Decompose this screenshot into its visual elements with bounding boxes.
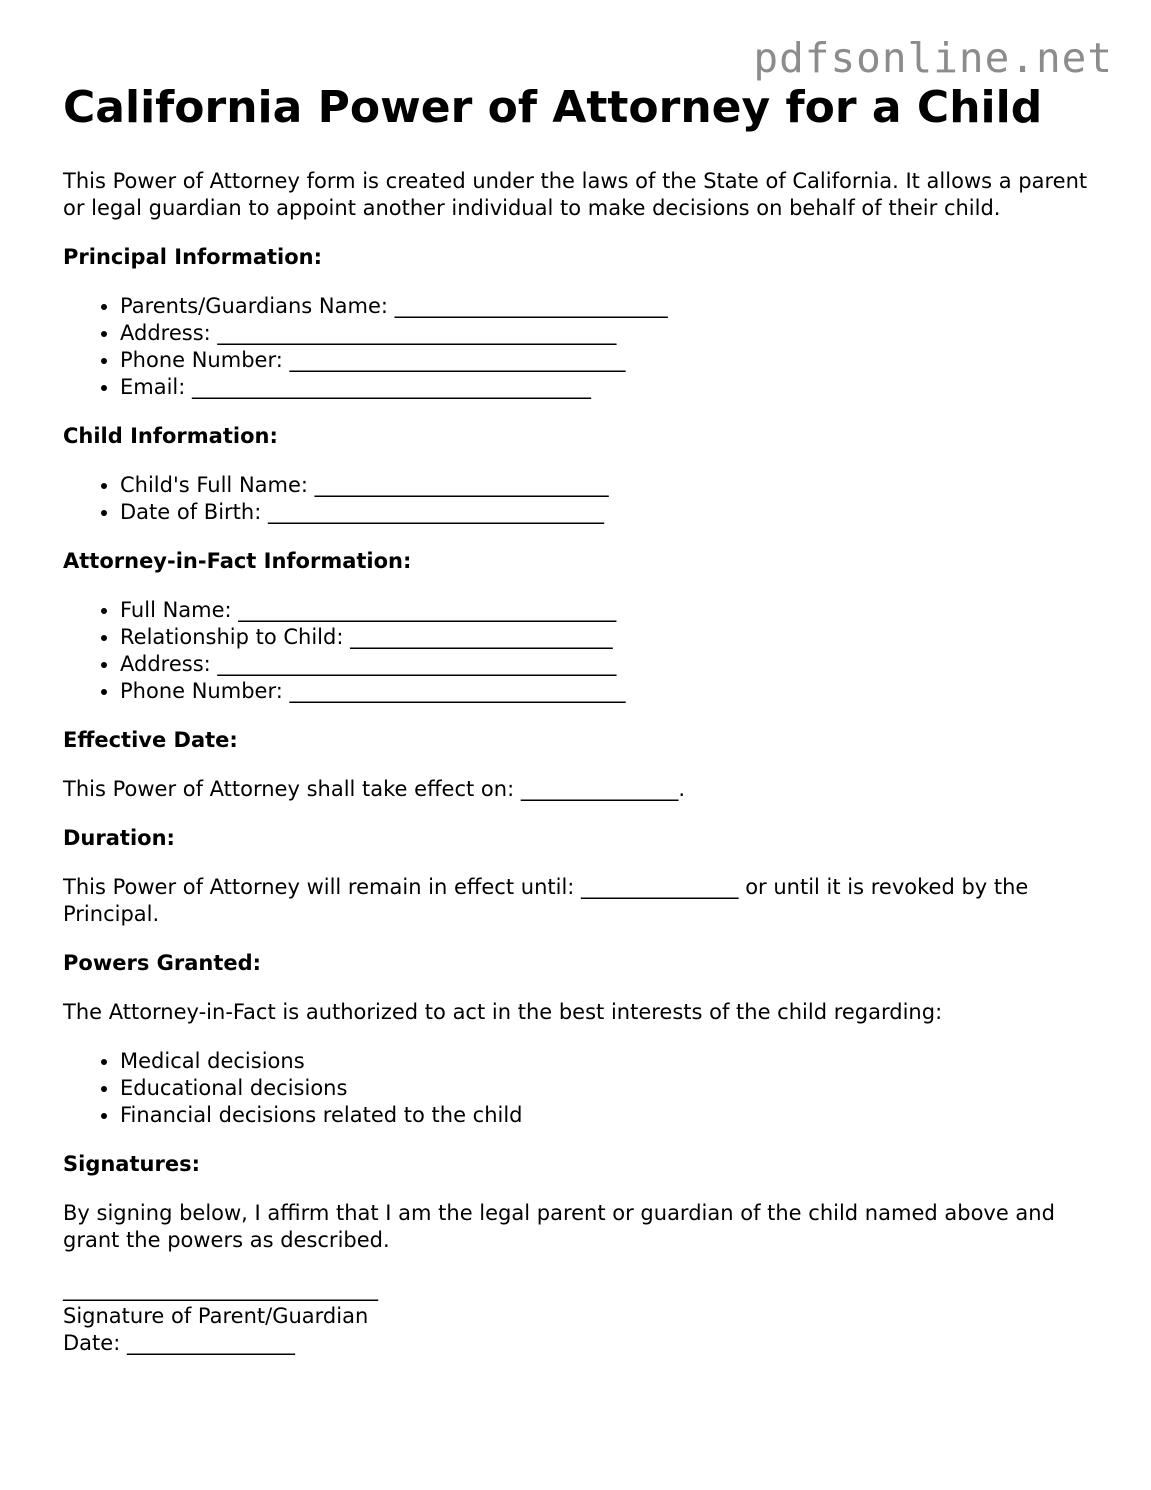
attorney-address-field[interactable]: • Address: ______________________________________ bbox=[120, 651, 1103, 678]
power-educational: • Educational decisions bbox=[120, 1075, 1103, 1102]
intro-paragraph: This Power of Attorney form is created under the laws of the State of California. It allows a parent or legal guardian to appoint another individual to make decisions on behalf of their child. bbox=[63, 169, 1088, 220]
signature-block bbox=[63, 1276, 1103, 1357]
document-page bbox=[63, 82, 1103, 1357]
principal-address-field[interactable]: • Address: ______________________________________ bbox=[120, 320, 1103, 347]
signatures-heading: Signatures: bbox=[63, 1152, 200, 1176]
duration-text[interactable]: This Power of Attorney will remain in effect until: _______________ or until it is revoked by the Principal. bbox=[63, 875, 1029, 926]
page-title: California Power of Attorney for a Child bbox=[63, 82, 1043, 133]
attorney-heading: Attorney-in-Fact Information: bbox=[63, 549, 412, 573]
principal-phone-field[interactable]: • Phone Number: ________________________________ bbox=[120, 347, 1103, 374]
effective-text[interactable]: This Power of Attorney shall take effect on: _______________. bbox=[63, 777, 686, 801]
powers-text: The Attorney-in-Fact is authorized to act in the best interests of the child regarding: bbox=[63, 1000, 943, 1024]
attorney-relationship-field[interactable]: • Relationship to Child: _________________________ bbox=[120, 624, 1103, 651]
principal-list bbox=[63, 293, 1103, 401]
power-medical: • Medical decisions bbox=[120, 1048, 1103, 1075]
signature-line[interactable]: ______________________________ bbox=[63, 1277, 378, 1301]
signatures-text: By signing below, I affirm that I am the legal parent or guardian of the child named above and grant the powers as described. bbox=[63, 1201, 1055, 1252]
attorney-name-field[interactable]: • Full Name: ____________________________________ bbox=[120, 597, 1103, 624]
principal-name-field[interactable]: • Parents/Guardians Name: __________________________ bbox=[120, 293, 1103, 320]
child-list bbox=[63, 472, 1103, 526]
signature-label: Signature of Parent/Guardian bbox=[63, 1304, 369, 1328]
power-financial: • Financial decisions related to the child bbox=[120, 1102, 1103, 1129]
child-heading: Child Information: bbox=[63, 424, 278, 448]
principal-heading: Principal Information: bbox=[63, 245, 323, 269]
powers-heading: Powers Granted: bbox=[63, 951, 262, 975]
duration-heading: Duration: bbox=[63, 826, 175, 850]
child-name-field[interactable]: • Child's Full Name: ____________________________ bbox=[120, 472, 1103, 499]
principal-email-field[interactable]: • Email: ______________________________________ bbox=[120, 374, 1103, 401]
watermark: pdfsonline.net bbox=[753, 34, 1113, 82]
powers-list bbox=[63, 1048, 1103, 1129]
child-dob-field[interactable]: • Date of Birth: ________________________________ bbox=[120, 499, 1103, 526]
effective-heading: Effective Date: bbox=[63, 728, 238, 752]
signature-date-field[interactable]: Date: ________________ bbox=[63, 1331, 295, 1355]
attorney-phone-field[interactable]: • Phone Number: ________________________________ bbox=[120, 678, 1103, 705]
attorney-list bbox=[63, 597, 1103, 705]
